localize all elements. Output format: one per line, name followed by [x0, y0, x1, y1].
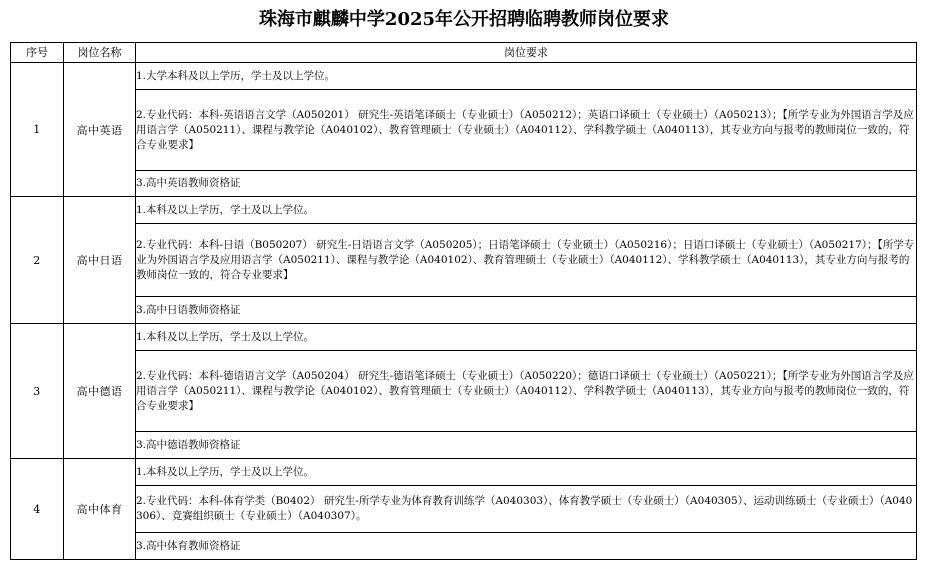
requirement-text: 2.专业代码：本科-德语语言文学（A050204） 研究生-德语笔译硕士（专业硕士）（A050220）；德语口译硕士（专业硕士）（A050221）；【所学专业为外国语言学及应用语言学（A050211）、课程与教学论（A040102）、教育管理硕士（专业硕士）（A040112）、学科教学硕士（A040113），其专业方向与报考的教师岗位一致的，符合专业要求】 — [136, 369, 914, 412]
table-row — [11, 224, 917, 297]
table-row — [11, 297, 917, 324]
requirement-text: 1.本科及以上学历，学士及以上学位。 — [136, 330, 315, 343]
table-row — [11, 63, 917, 90]
requirement-text: 2.专业代码：本科-体育学类（B0402） 研究生-所学专业为体育教育训练学（A040303）、体育教学硕士（专业硕士）（A040305）、运动训练硕士（专业硕士）（A040306）、竞赛组织硕士（专业硕士）（A040307）。 — [136, 495, 913, 522]
position-number: 2 — [11, 197, 64, 324]
table-row — [11, 432, 917, 459]
header-requirements: 岗位要求 — [136, 43, 917, 63]
requirement-text: 3.高中德语教师资格证 — [136, 438, 241, 451]
table-row — [11, 533, 917, 560]
requirement-certificate — [136, 297, 917, 324]
position-name: 高中德语 — [64, 324, 136, 459]
document-title: 珠海市麒麟中学2025年公开招聘临聘教师岗位要求 — [258, 9, 670, 30]
requirement-text: 1.本科及以上学历，学士及以上学位。 — [136, 203, 315, 216]
position-number: 3 — [11, 324, 64, 459]
requirement-major — [136, 351, 917, 432]
requirement-certificate — [136, 533, 917, 560]
position-name: 高中日语 — [64, 197, 136, 324]
requirement-certificate — [136, 171, 917, 197]
requirement-degree — [136, 197, 917, 224]
requirement-text: 3.高中日语教师资格证 — [136, 303, 241, 316]
positions-table — [10, 42, 917, 560]
position-name: 高中体育 — [64, 459, 136, 560]
table-row — [11, 459, 917, 486]
requirement-text: 3.高中英语教师资格证 — [136, 177, 241, 189]
position-number: 4 — [11, 459, 64, 560]
table-row — [11, 324, 917, 351]
requirement-major — [136, 486, 917, 533]
header-no: 序号 — [11, 43, 64, 63]
requirement-text: 1.本科及以上学历，学士及以上学位。 — [136, 465, 315, 478]
requirement-text: 2.专业代码：本科-英语语言文学（A050201） 研究生-英语笔译硕士（专业硕士）（A050212）；英语口译硕士（专业硕士）（A050213）；【所学专业为外国语言学及应用语言学（A050211）、课程与教学论（A040102）、教育管理硕士（专业硕士）（A040112）、学科教学硕士（A040113），其专业方向与报考的教师岗位一致的，符合专业要求】 — [136, 108, 914, 151]
table-row — [11, 90, 917, 171]
table-header-row — [11, 43, 917, 63]
requirement-major — [136, 90, 917, 171]
table-row — [11, 171, 917, 197]
requirement-text: 2.专业代码：本科-日语（B050207） 研究生-日语语言文学（A050205）；日语笔译硕士（专业硕士）（A050216）；日语口译硕士（专业硕士）（A050217）；【所学专业为外国语言学及应用语言学（A050211）、课程与教学论（A040102）、教育管理硕士（专业硕士）（A040112）、学科教学硕士（A040113），其专业方向与报考的教师岗位一致的，符合专业要求】 — [136, 238, 915, 281]
table-row — [11, 486, 917, 533]
header-position-name: 岗位名称 — [64, 43, 136, 63]
requirement-degree — [136, 63, 917, 90]
table-row — [11, 351, 917, 432]
requirement-degree — [136, 324, 917, 351]
requirement-major — [136, 224, 917, 297]
requirement-text: 3.高中体育教师资格证 — [136, 539, 241, 552]
requirement-certificate — [136, 432, 917, 459]
position-number: 1 — [11, 63, 64, 197]
position-name: 高中英语 — [64, 63, 136, 197]
requirement-text: 1.大学本科及以上学历，学士及以上学位。 — [136, 69, 336, 82]
requirement-degree — [136, 459, 917, 486]
table-row — [11, 197, 917, 224]
